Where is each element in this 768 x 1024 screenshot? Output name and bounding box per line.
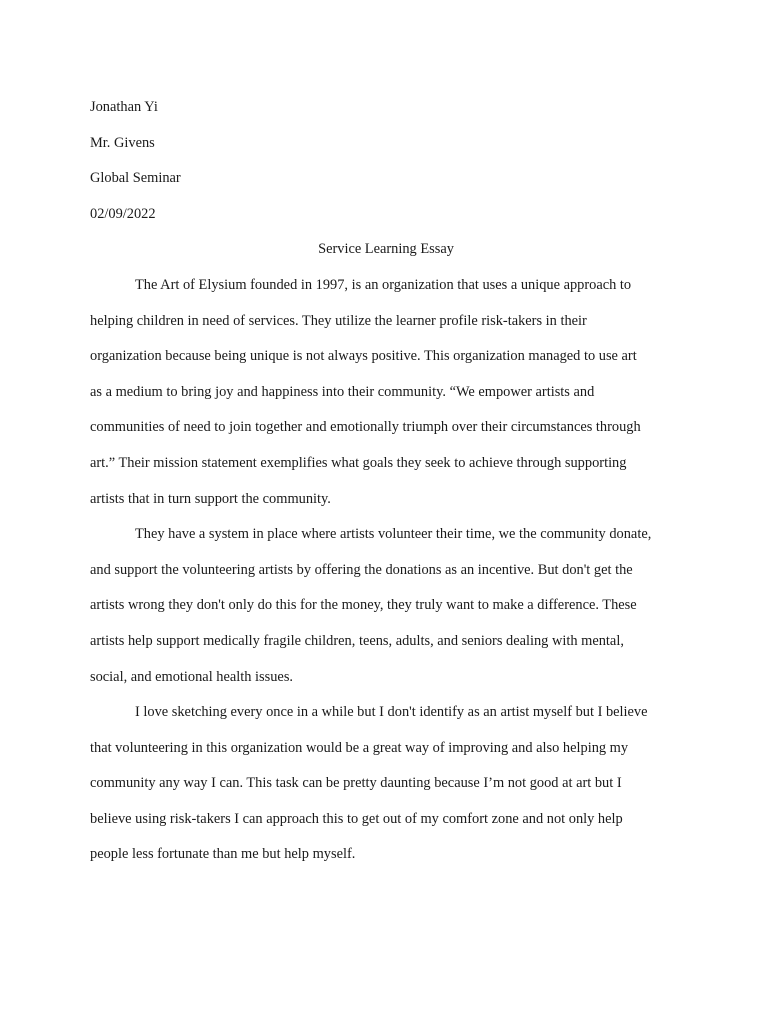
paragraph-line: art.” Their mission statement exemplifies what goals they seek to achieve through supporting bbox=[90, 454, 627, 471]
paragraph-line: people less fortunate than me but help myself. bbox=[90, 846, 356, 863]
essay-body bbox=[90, 90, 680, 873]
essay-date: 02/09/2022 bbox=[90, 205, 156, 222]
paragraph-line: as a medium to bring joy and happiness into their community. “We empower artists and bbox=[90, 383, 595, 400]
paragraph-line: communities of need to join together and emotionally triumph over their circumstances through bbox=[90, 419, 641, 436]
paragraph-line: social, and emotional health issues. bbox=[90, 668, 294, 685]
paragraph-1 bbox=[90, 268, 680, 517]
teacher-name: Mr. Givens bbox=[90, 134, 155, 151]
paragraph-line: artists that in turn support the community. bbox=[90, 490, 331, 507]
paragraph-line: believe using risk-takers I can approach this to get out of my comfort zone and not only help bbox=[90, 810, 623, 827]
paragraph-line: organization because being unique is not always positive. This organization managed to use art bbox=[90, 348, 637, 365]
author-name: Jonathan Yi bbox=[90, 99, 158, 115]
essay-title: Service Learning Essay bbox=[318, 241, 454, 258]
paragraph-line: artists help support medically fragile children, teens, adults, and seniors dealing with mental, bbox=[90, 632, 624, 649]
paragraph-line: The Art of Elysium founded in 1997, is an organization that uses a unique approach to bbox=[135, 276, 632, 293]
course-name: Global Seminar bbox=[90, 170, 181, 187]
paragraph-line: helping children in need of services. They utilize the learner profile risk-takers in their bbox=[90, 312, 587, 329]
paragraph-line: and support the volunteering artists by offering the donations as an incentive. But don't get the bbox=[90, 561, 633, 578]
paragraph-3 bbox=[90, 695, 680, 873]
paragraph-line: They have a system in place where artists volunteer their time, we the community donate, bbox=[135, 526, 652, 543]
paragraph-line: community any way I can. This task can be pretty daunting because I’m not good at art but I bbox=[90, 775, 622, 792]
paragraph-line: I love sketching every once in a while but I don't identify as an artist myself but I believe bbox=[135, 704, 648, 721]
paragraph-line: that volunteering in this organization would be a great way of improving and also helping my bbox=[90, 739, 629, 756]
paragraph-2 bbox=[90, 517, 680, 695]
paragraph-line: artists wrong they don't only do this for the money, they truly want to make a difference. These bbox=[90, 597, 637, 614]
